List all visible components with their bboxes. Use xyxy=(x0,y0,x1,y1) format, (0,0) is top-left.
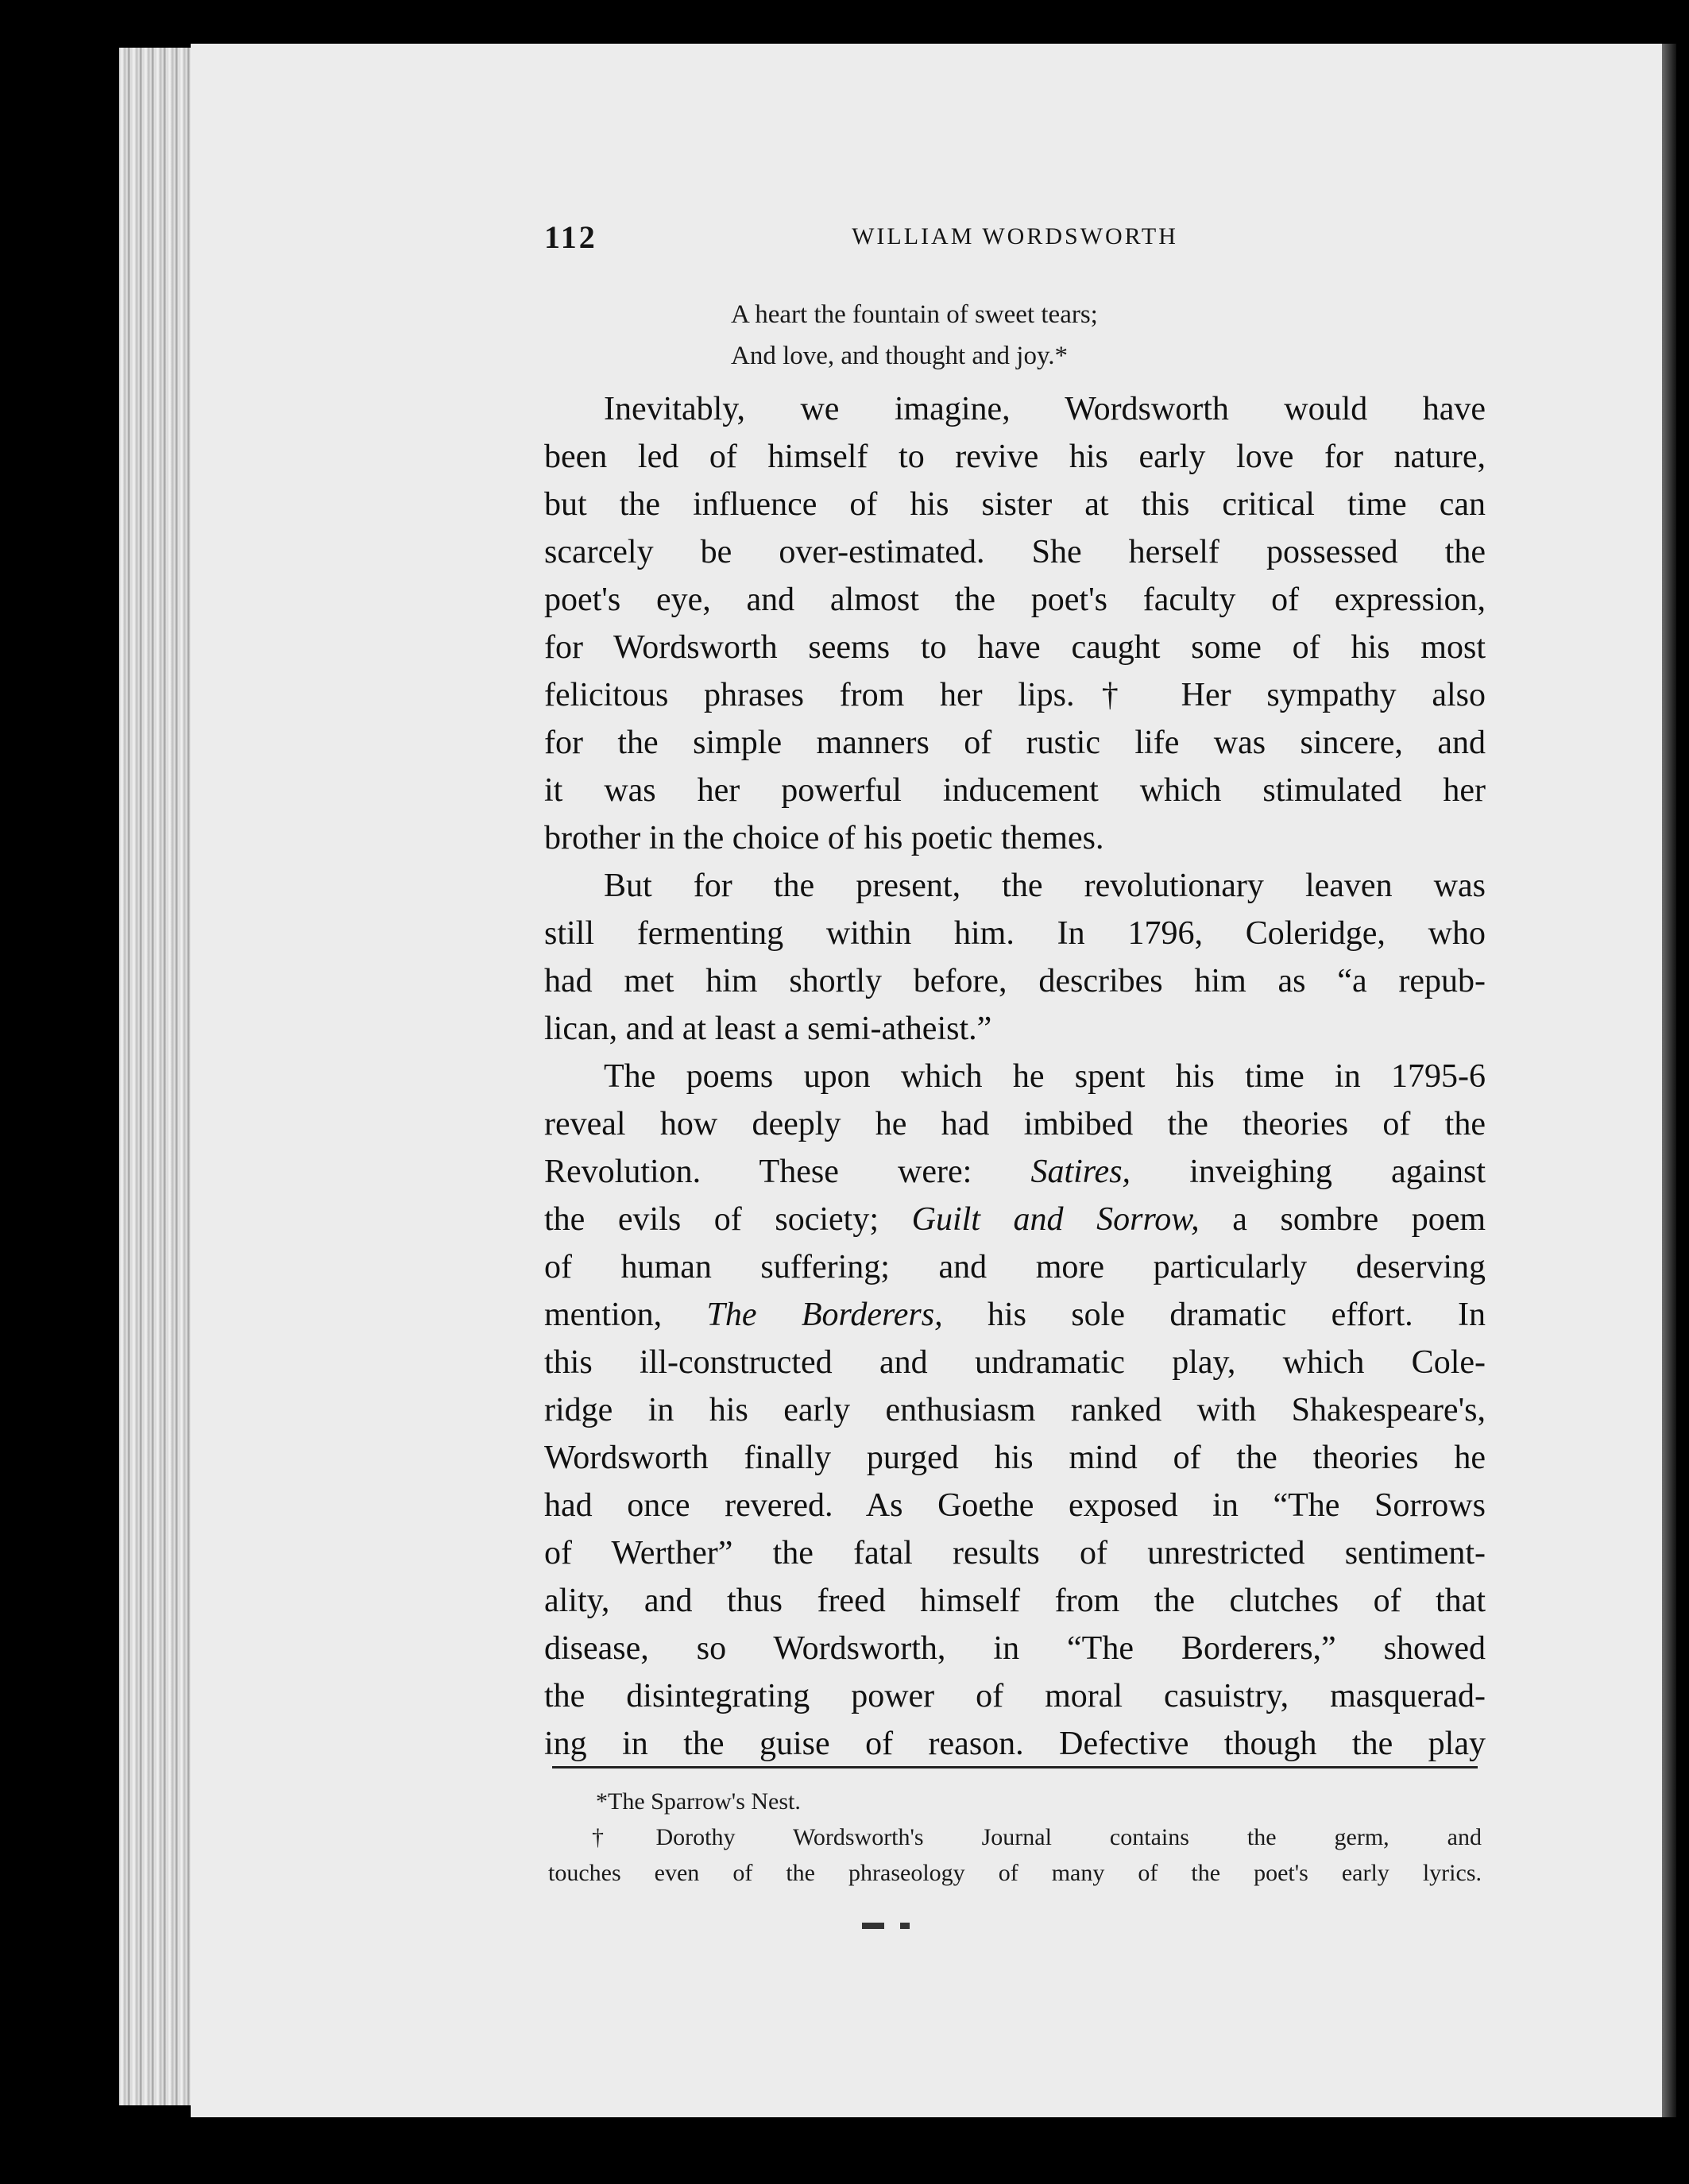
text-line: for Wordsworth seems to have caught some of his most xyxy=(544,629,1486,666)
text-line: disease, so Wordsworth, in “The Borderers,” showed xyxy=(544,1630,1486,1667)
running-head: WILLIAM WORDSWORTH xyxy=(852,223,1178,249)
italic-title-satires: Satires, xyxy=(1030,1154,1131,1190)
verse-quote xyxy=(731,294,1098,377)
text-segment: inveighing against xyxy=(1131,1154,1486,1190)
text-line: Wordsworth finally purged his mind of the theories he xyxy=(544,1440,1486,1476)
text-segment: Revolution. These were: xyxy=(544,1154,1031,1190)
text-segment: the evils of society; xyxy=(544,1201,912,1238)
text-line: this ill-constructed and undramatic play, which Cole- xyxy=(544,1344,1486,1381)
text-line: still fermenting within him. In 1796, Coleridge, who xyxy=(544,915,1486,952)
italic-title-guilt-and-sorrow: Guilt and Sorrow, xyxy=(911,1201,1200,1238)
footnote-2-continued: touches even of the phraseology of many of the poet's early lyrics. xyxy=(548,1860,1482,1886)
text-line: had once revered. As Goethe exposed in “The Sorrows xyxy=(544,1487,1486,1524)
footnote-2: †Dorothy Wordsworth's Journal contains the germ, and xyxy=(592,1824,1482,1850)
text-line: poet's eye, and almost the poet's faculty of expression, xyxy=(544,582,1486,618)
text-segment: a sombre poem xyxy=(1232,1201,1486,1238)
text-line: had met him shortly before, describes him as “a repub- xyxy=(544,963,1486,999)
page-number: 112 xyxy=(544,219,597,255)
text-line: the disintegrating power of moral casuistry, masquerad- xyxy=(544,1678,1486,1714)
page-shadow xyxy=(1662,44,1676,2117)
text-line: it was her powerful inducement which stimulated her xyxy=(544,772,1486,809)
text-line: for the simple manners of rustic life was sincere, and xyxy=(544,725,1486,761)
text-line: lican, and at least a semi-atheist.” xyxy=(544,1011,992,1047)
verse-line: And love, and thought and joy.* xyxy=(731,342,1069,370)
printer-mark xyxy=(862,1923,926,1929)
text-line xyxy=(544,1148,1486,1196)
footnote-rule xyxy=(552,1766,1478,1768)
text-line: felicitous phrases from her lips.† Her sympathy also xyxy=(544,677,1486,713)
text-line: but the influence of his sister at this critical time can xyxy=(544,486,1486,523)
text-line xyxy=(544,1196,1486,1243)
text-line: The poems upon which he spent his time in 1795-6 xyxy=(604,1058,1486,1095)
footnote-1: *The Sparrow's Nest. xyxy=(596,1788,801,1815)
text-line: ing in the guise of reason. Defective though the play xyxy=(544,1726,1486,1762)
footnotes xyxy=(548,1784,1482,1891)
text-line: of Werther” the fatal results of unrestricted sentiment- xyxy=(544,1535,1486,1571)
text-segment: his sole dramatic effort. In xyxy=(942,1297,1486,1333)
text-line: scarcely be over-estimated. She herself possessed the xyxy=(544,534,1486,570)
text-line: Inevitably, we imagine, Wordsworth would have xyxy=(604,391,1486,427)
text-line: brother in the choice of his poetic themes. xyxy=(544,820,1104,856)
text-line: ality, and thus freed himself from the clutches of that xyxy=(544,1583,1486,1619)
text-segment: mention, xyxy=(544,1297,707,1333)
italic-title-the-borderers: The Borderers, xyxy=(706,1297,943,1333)
page-header xyxy=(544,218,1486,266)
text-line: been led of himself to revive his early love for nature, xyxy=(544,439,1486,475)
text-line xyxy=(544,1291,1486,1339)
text-line: of human suffering; and more particularly deserving xyxy=(544,1249,1486,1285)
verse-line: A heart the fountain of sweet tears; xyxy=(731,300,1098,329)
text-line: reveal how deeply he had imbibed the theories of the xyxy=(544,1106,1486,1142)
text-line: But for the present, the revolutionary leaven was xyxy=(604,868,1486,904)
text-line: ridge in his early enthusiasm ranked with Shakespeare's, xyxy=(544,1392,1486,1428)
body-text xyxy=(544,385,1486,1768)
